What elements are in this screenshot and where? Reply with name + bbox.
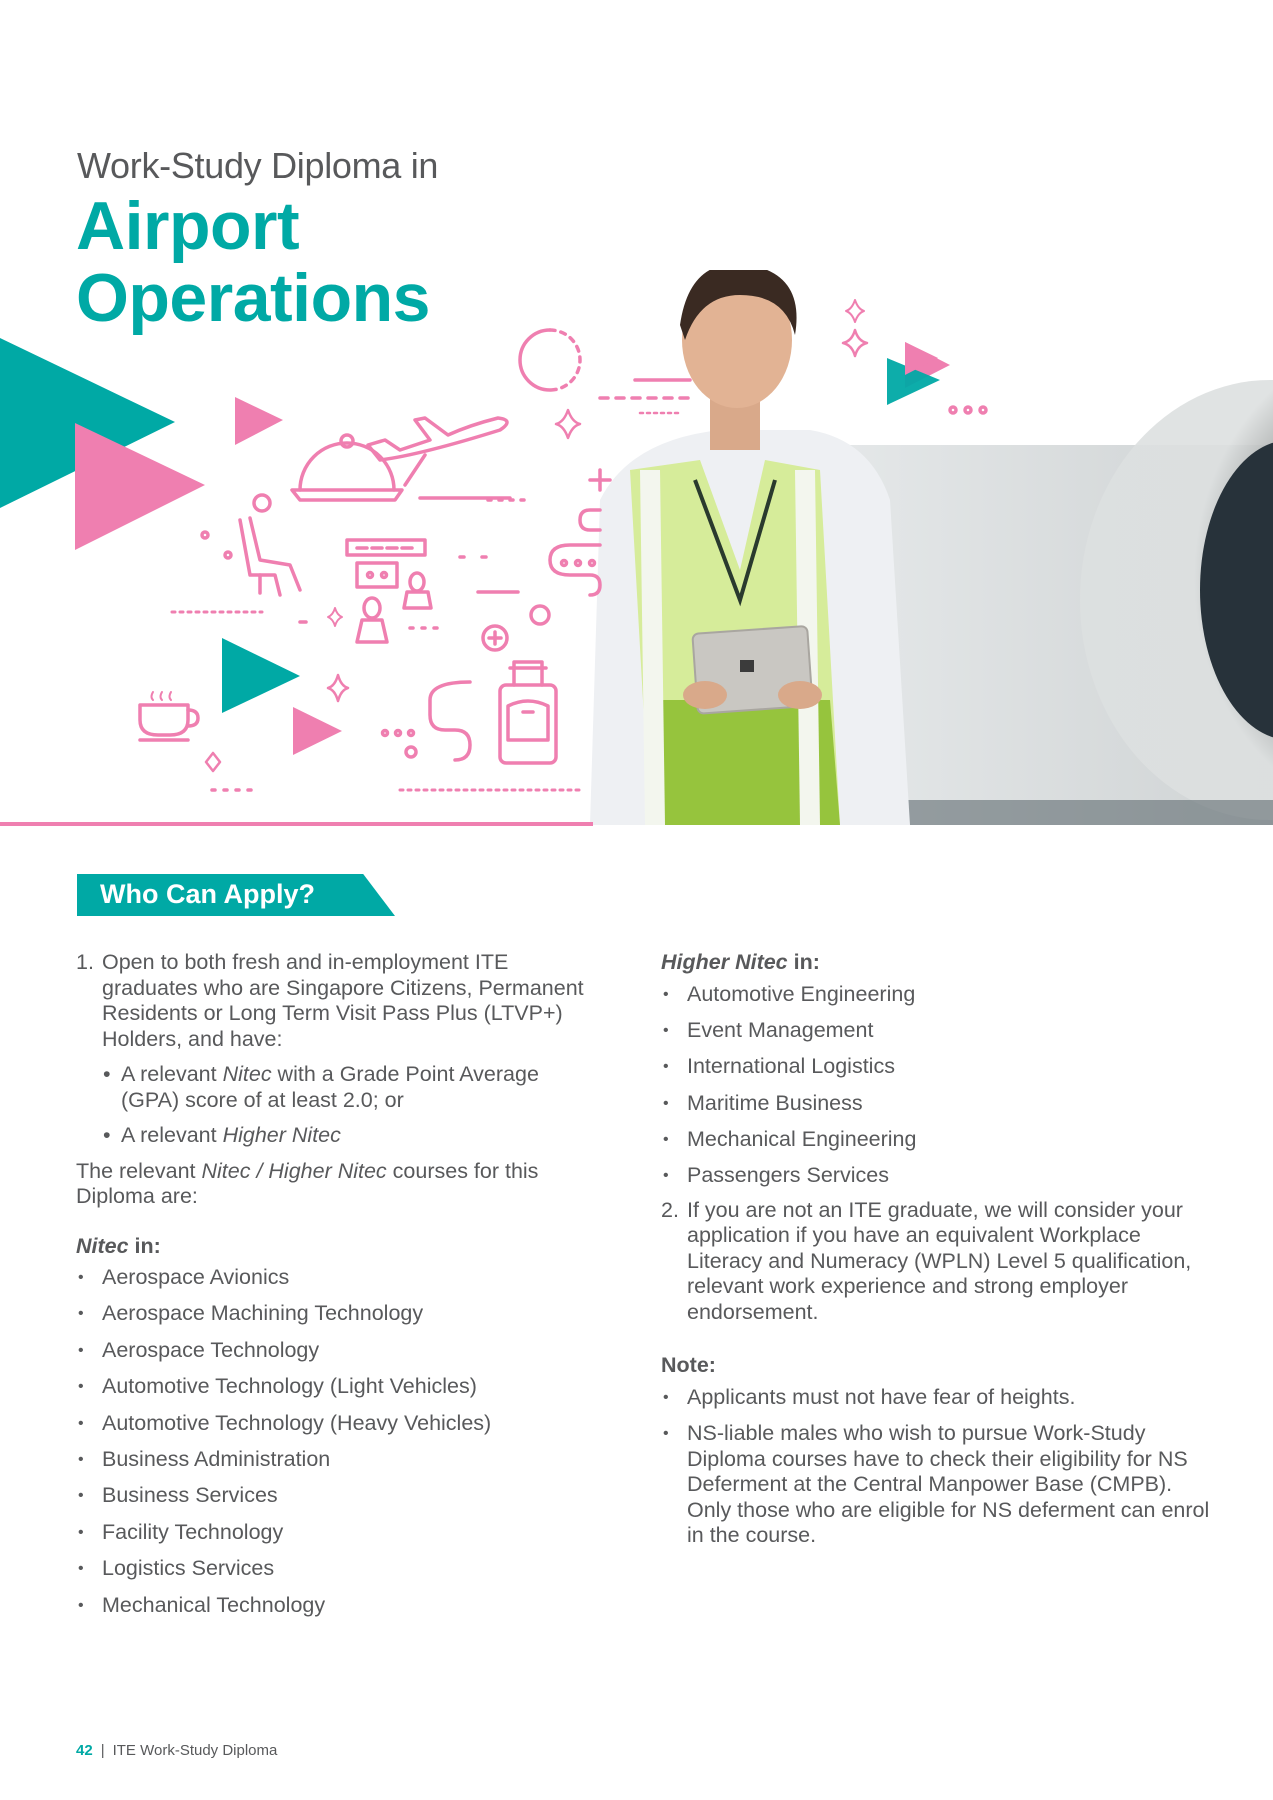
item-text: Open to both fresh and in-employment ITE graduates who are Singapore Citizens, Permanent Residents or Long Term Visit Pass Plus (LTVP+) Holders, and have: bbox=[102, 950, 584, 1051]
divider-rule bbox=[0, 822, 593, 826]
note-subheading: Note: bbox=[661, 1353, 716, 1378]
list-item: • Business Administration bbox=[78, 1446, 331, 1471]
relevant-courses-intro: The relevant Nitec / Higher Nitec courses for this Diploma are: bbox=[76, 1158, 539, 1208]
bullet-icon: • bbox=[103, 1123, 111, 1147]
bullet-icon: • bbox=[663, 1388, 669, 1406]
customer-service-chat-icon bbox=[347, 540, 431, 642]
section-heading-banner bbox=[77, 874, 395, 916]
triangle-shape bbox=[75, 423, 205, 550]
cloche-icon bbox=[292, 435, 402, 500]
list-item: • Logistics Services bbox=[78, 1556, 275, 1581]
publication-name: ITE Work-Study Diploma bbox=[112, 1742, 278, 1759]
list-item: • Applicants must not have fear of heights. bbox=[663, 1384, 1076, 1409]
bullet-icon: • bbox=[663, 985, 669, 1003]
bullet-icon: • bbox=[78, 1378, 84, 1396]
bullet-icon: • bbox=[78, 1414, 84, 1432]
list-item: • Business Services bbox=[78, 1483, 278, 1508]
sparkle-icon bbox=[556, 410, 580, 438]
higher-nitec-subheading: Higher Nitec in: bbox=[661, 950, 820, 974]
higher-nitec-course-list bbox=[661, 982, 1221, 1200]
bullet-icon: • bbox=[663, 1021, 669, 1039]
nitec-subheading: Nitec in: bbox=[76, 1233, 161, 1258]
list-item: • Mechanical Technology bbox=[78, 1592, 326, 1617]
sparkle-icon bbox=[846, 300, 864, 322]
sparkle-icon bbox=[843, 330, 867, 356]
coffee-cup-icon bbox=[140, 692, 198, 740]
list-item: • Aerospace Machining Technology bbox=[78, 1301, 424, 1326]
pre-title: Work-Study Diploma in bbox=[77, 145, 439, 186]
nitec-course-list bbox=[76, 1265, 596, 1629]
page-footer bbox=[76, 1742, 277, 1759]
list-item: • Automotive Technology (Light Vehicles) bbox=[78, 1374, 477, 1399]
bullet-icon: • bbox=[78, 1523, 84, 1541]
item-text: If you are not an ITE graduate, we will consider your application if you have an equivalent Workplace Literacy and Numeracy (WPLN) Level 5 qualification, relevant work experience and strong employer endorsement. bbox=[687, 1197, 1192, 1324]
footer-separator: | bbox=[100, 1742, 105, 1759]
list-item: • Mechanical Engineering bbox=[663, 1127, 917, 1152]
page-number: 42 bbox=[76, 1742, 93, 1759]
bullet-icon: • bbox=[103, 1062, 111, 1086]
sub-criteria-higher-nitec: • A relevant Higher Nitec bbox=[103, 1123, 341, 1147]
triangle-shape bbox=[222, 638, 300, 713]
bullet-icon: • bbox=[663, 1058, 669, 1076]
triangle-shape bbox=[235, 397, 283, 445]
bullet-icon: • bbox=[663, 1425, 669, 1443]
list-item: • Automotive Technology (Heavy Vehicles) bbox=[78, 1410, 492, 1435]
seated-passenger-icon bbox=[240, 495, 300, 595]
criteria-item-1 bbox=[76, 950, 596, 1052]
sub-criteria-nitec: • A relevant Nitec with a Grade Point Average (GPA) score of at least 2.0; or bbox=[103, 1062, 539, 1112]
sparkle-icon bbox=[328, 675, 348, 701]
bullet-icon: • bbox=[78, 1596, 84, 1614]
item-number: 2. bbox=[661, 1197, 679, 1222]
list-item: • Event Management bbox=[663, 1017, 874, 1042]
page-title-line1: Airport bbox=[76, 188, 300, 264]
right-column bbox=[661, 950, 1221, 1560]
bullet-icon: • bbox=[78, 1269, 84, 1286]
bullet-icon: • bbox=[78, 1487, 84, 1505]
left-column bbox=[76, 950, 596, 1629]
bullet-icon: • bbox=[663, 1167, 669, 1185]
list-item: • Aerospace Technology bbox=[78, 1337, 320, 1362]
bullet-icon: • bbox=[78, 1305, 84, 1323]
airplane-takeoff-icon bbox=[368, 418, 510, 498]
bullet-icon: • bbox=[78, 1450, 84, 1468]
list-item: • Automotive Engineering bbox=[663, 981, 916, 1006]
item-number: 1. bbox=[76, 950, 94, 974]
list-item: • International Logistics bbox=[663, 1054, 895, 1079]
list-item: • Maritime Business bbox=[663, 1090, 863, 1115]
list-item: • Passengers Services bbox=[663, 1163, 889, 1188]
triangle-shape bbox=[293, 707, 342, 755]
section-heading: Who Can Apply? bbox=[100, 879, 315, 909]
list-item: • Facility Technology bbox=[78, 1519, 284, 1544]
luggage-icon bbox=[500, 662, 556, 763]
criteria-item-2 bbox=[661, 1198, 1221, 1326]
note-list bbox=[661, 1385, 1221, 1549]
bullet-icon: • bbox=[78, 1560, 84, 1578]
dashed-circle bbox=[520, 330, 550, 390]
bullet-icon: • bbox=[663, 1094, 669, 1112]
bullet-icon: • bbox=[78, 1341, 84, 1359]
page-title-line2: Operations bbox=[76, 260, 430, 336]
list-item: • NS-liable males who wish to pursue Work-Study Diploma courses have to check their eligibility for NS Deferment at the Central Manpower Base (CMPB). Only those who are eligible for NS deferment can enrol in the course. bbox=[663, 1421, 1210, 1548]
list-item: • Aerospace Avionics bbox=[78, 1265, 290, 1289]
bullet-icon: • bbox=[663, 1131, 669, 1149]
first-aid-plus-icon bbox=[483, 626, 507, 650]
hero-illustration bbox=[0, 250, 1000, 830]
